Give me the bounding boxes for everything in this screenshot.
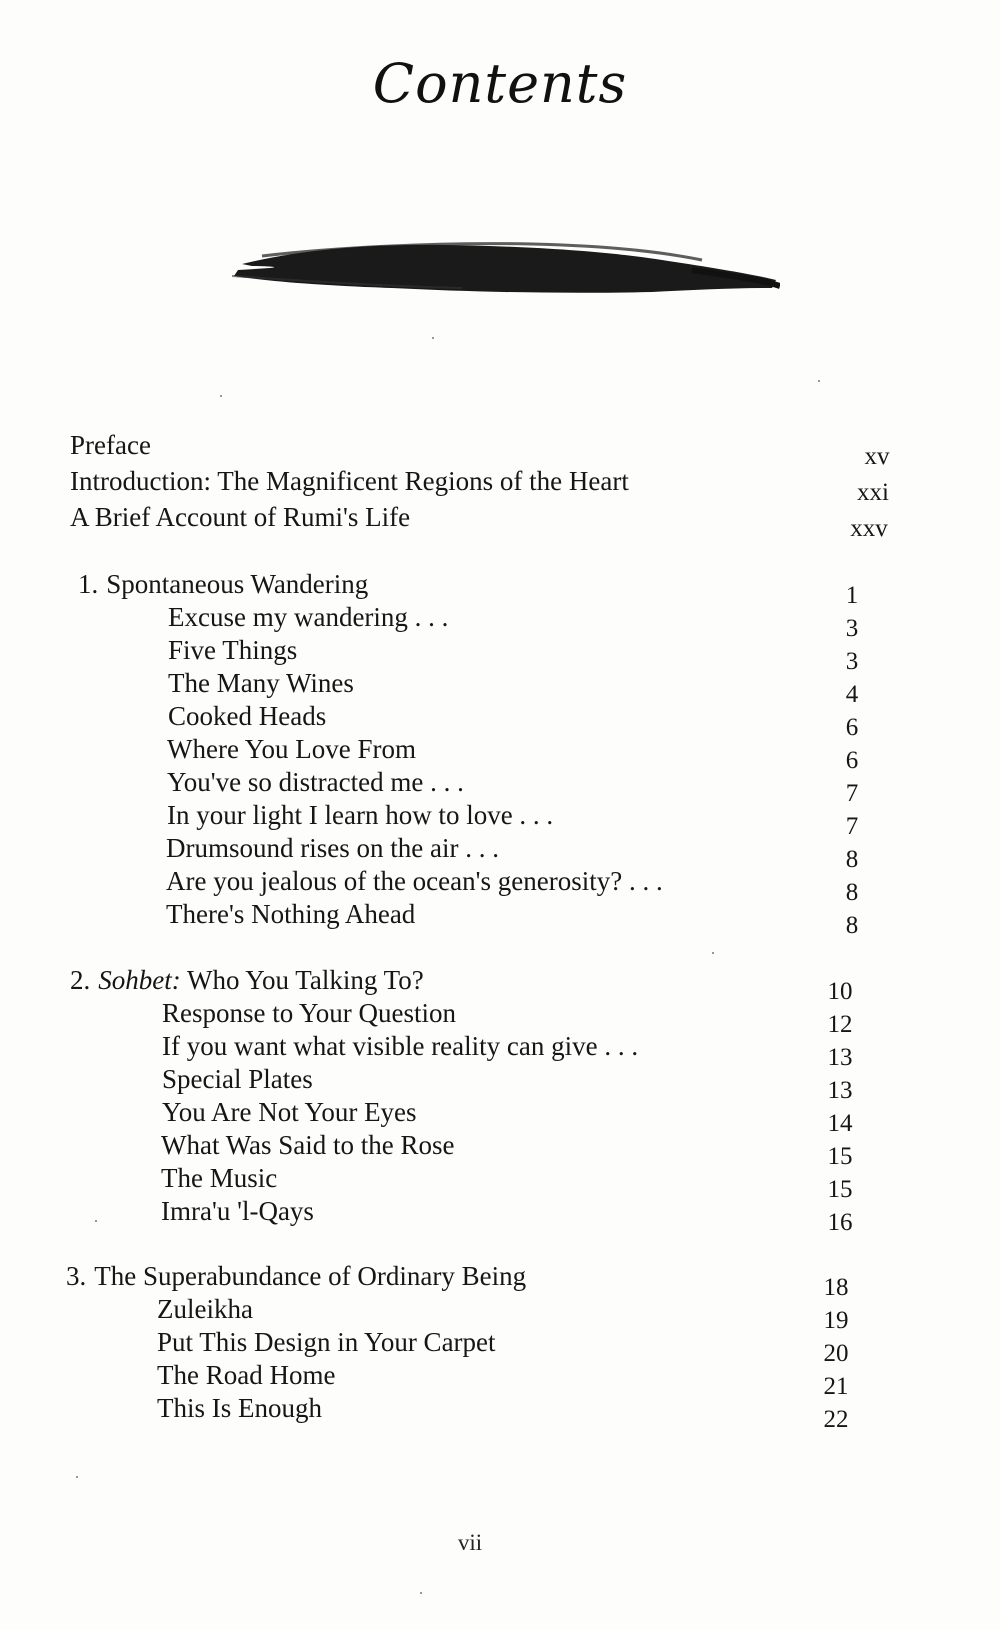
toc-entry-label: Introduction: The Magnificent Regions of the Heart (70, 466, 629, 496)
toc-page-number: 13 (827, 1044, 853, 1071)
toc-entry-label: A Brief Account of Rumi's Life (70, 502, 411, 532)
toc-page-number: 22 (823, 1406, 849, 1433)
toc-item (0, 1358, 1000, 1400)
toc-page-number: 21 (823, 1373, 849, 1400)
toc-entry-label: You Are Not Your Eyes (162, 1097, 417, 1127)
toc-entry-label: Five Things (168, 635, 298, 665)
chapter-number: 3. (66, 1261, 87, 1291)
toc-entry-label: The Many Wines (168, 668, 354, 698)
toc-page-number: 1 (845, 582, 859, 609)
toc-item (0, 1292, 1000, 1334)
chapter-heading (0, 567, 1000, 609)
toc-item (0, 1095, 1000, 1137)
toc-entry-label: In your light I learn how to love . . . (167, 800, 554, 830)
toc-entry-label (66, 1259, 526, 1293)
toc-page-number: 7 (845, 780, 859, 807)
toc-page-number: 7 (845, 813, 859, 840)
chapter-heading (0, 963, 1000, 1005)
toc-entry-label: Imra'u 'l-Qays (161, 1196, 314, 1226)
toc-entry-label: The Road Home (157, 1360, 336, 1390)
print-speck (76, 1476, 78, 1478)
toc-page-number: 14 (827, 1110, 853, 1137)
toc-entry-label: What Was Said to the Rose (161, 1130, 455, 1160)
chapter-heading (0, 1259, 1000, 1301)
page-number-footer: vii (457, 1530, 483, 1555)
toc-entry-label: Where You Love From (167, 734, 416, 764)
toc-page-number: 8 (845, 846, 859, 873)
print-speck (432, 337, 434, 339)
page-title: Contents (372, 52, 628, 115)
toc-item (0, 798, 1000, 840)
toc-item (0, 1391, 1000, 1433)
toc-page-number: 13 (827, 1077, 853, 1104)
toc-item (0, 831, 1000, 873)
print-speck (95, 1220, 97, 1222)
toc-page-number: 6 (845, 714, 859, 741)
front-matter-entry (0, 500, 1000, 542)
chapter-title-prefix: Sohbet: (98, 965, 181, 995)
toc-entry-label: This Is Enough (157, 1393, 322, 1423)
toc-item (0, 864, 1000, 906)
toc-page-number: 3 (845, 615, 859, 642)
toc-entry-label (78, 567, 368, 601)
toc-item (0, 699, 1000, 741)
toc-item (0, 600, 1000, 642)
print-speck (818, 380, 820, 382)
toc-item (0, 666, 1000, 708)
toc-page-number: 8 (845, 912, 859, 939)
toc-page-number: 16 (827, 1209, 853, 1236)
toc-page-number: xv (864, 443, 890, 470)
toc-entry-label: Preface (70, 430, 151, 460)
toc-item (0, 1325, 1000, 1367)
chapter-title: Who You Talking To? (187, 965, 424, 995)
toc-page-number: 15 (827, 1176, 853, 1203)
toc-page-number: 10 (827, 978, 853, 1005)
toc-page-number: 12 (827, 1011, 853, 1038)
toc-item (0, 897, 1000, 939)
toc-entry-label: Response to Your Question (162, 998, 457, 1028)
chapter-number: 1. (78, 569, 99, 599)
print-speck (420, 1592, 422, 1594)
toc-entry-label: Special Plates (162, 1064, 313, 1094)
toc-entry-label: Excuse my wandering . . . (168, 602, 449, 632)
toc-item (0, 1128, 1000, 1170)
toc-item (0, 1161, 1000, 1203)
toc-item (0, 1194, 1000, 1236)
toc-entry-label: There's Nothing Ahead (166, 899, 416, 929)
toc-page-number: xxi (857, 479, 889, 506)
toc-page-number: 15 (827, 1143, 853, 1170)
toc-entry-label: Are you jealous of the ocean's generosity? . . . (166, 866, 663, 896)
toc-page-number: 19 (823, 1307, 849, 1334)
toc-item (0, 1029, 1000, 1071)
toc-item (0, 996, 1000, 1038)
toc-page-number: 6 (845, 747, 859, 774)
toc-entry-label: The Music (161, 1163, 278, 1193)
front-matter-entry (0, 464, 1000, 506)
print-speck (712, 952, 714, 954)
toc-item (0, 1062, 1000, 1104)
toc-item (0, 633, 1000, 675)
chapter-title: Spontaneous Wandering (106, 569, 369, 599)
front-matter-entry (0, 428, 1000, 470)
toc-item (0, 765, 1000, 807)
toc-entry-label: Cooked Heads (168, 701, 327, 731)
toc-entry-label: You've so distracted me . . . (167, 767, 464, 797)
toc-entry-label (70, 963, 424, 997)
toc-item (0, 732, 1000, 774)
toc-entry-label: Drumsound rises on the air . . . (166, 833, 499, 863)
chapter-number: 2. (70, 965, 91, 995)
toc-page-number: 18 (823, 1274, 849, 1301)
chapter-title: The Superabundance of Ordinary Being (94, 1261, 527, 1291)
toc-page-number: 20 (823, 1340, 849, 1367)
toc-entry-label: If you want what visible reality can give . . . (162, 1031, 639, 1061)
toc-page-number: 3 (845, 648, 859, 675)
print-speck (220, 395, 222, 397)
toc-page-number: 4 (845, 681, 859, 708)
toc-entry-label: Put This Design in Your Carpet (157, 1327, 496, 1357)
toc-page-number: 8 (845, 879, 859, 906)
toc-entry-label: Zuleikha (157, 1294, 253, 1324)
toc-page-number: xxv (850, 515, 888, 542)
